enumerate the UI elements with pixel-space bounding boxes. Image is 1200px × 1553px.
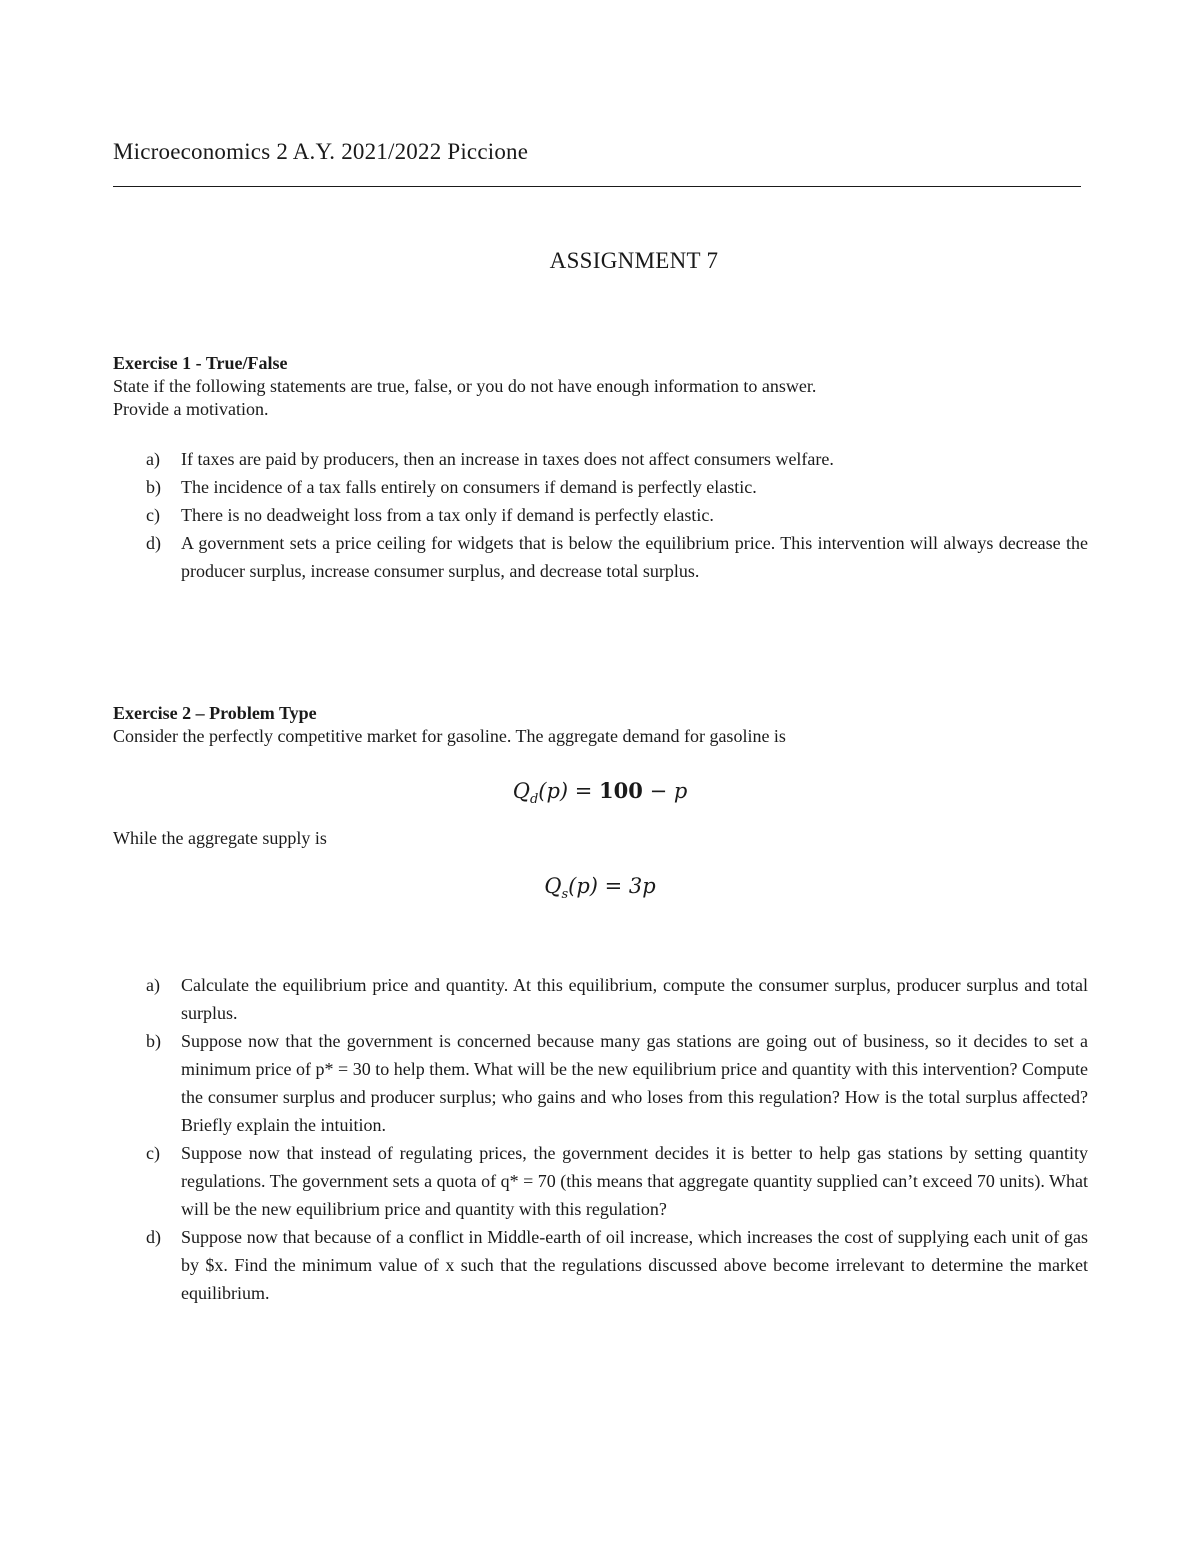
item-letter: a): [146, 449, 160, 469]
formula-symbol: Q: [512, 779, 530, 803]
formula-argument: (p) =: [538, 779, 600, 803]
item-letter: a): [146, 975, 160, 995]
list-item: [113, 971, 1088, 1027]
exercise-1-intro-2: Provide a motivation.: [113, 399, 269, 419]
formula-remainder: − p: [642, 779, 688, 803]
item-letter: b): [146, 1031, 161, 1051]
item-text: A government sets a price ceiling for widgets that is below the equilibrium price. This intervention will always decrease the producer surplus, increase consumer surplus, and decrease total surplus.: [181, 533, 1088, 581]
item-text: There is no deadweight loss from a tax only if demand is perfectly elastic.: [181, 505, 714, 525]
supply-intro-section: [113, 827, 1088, 850]
formula-remainder: (p) = 3p: [568, 874, 656, 898]
item-letter: c): [146, 505, 160, 525]
item-letter: d): [146, 533, 161, 553]
item-text: If taxes are paid by producers, then an increase in taxes does not affect consumers welfare.: [181, 449, 834, 469]
item-text: Suppose now that the government is concerned because many gas stations are going out of business, so it decides to set a minimum price of p* = 30 to help them. What will be the new equilibrium price and quantity with this intervention? Compute the consumer surplus and producer surplus; who gains and who loses from this regulation? How is the total surplus affected? Briefly explain the intuition.: [181, 1031, 1088, 1135]
item-letter: c): [146, 1143, 160, 1163]
exercise-2-heading: Exercise 2 – Problem Type: [113, 703, 317, 723]
demand-formula: [0, 778, 1200, 807]
exercise-1-intro: State if the following statements are true, false, or you do not have enough information to answer.: [113, 376, 817, 396]
list-item: [113, 445, 1088, 473]
item-text: Suppose now that instead of regulating prices, the government decides it is better to help gas stations by setting quantity regulations. The government sets a quota of q* = 70 (this means that aggregate quantity supplied can’t exceed 70 units). What will be the new equilibrium price and quantity with this regulation?: [181, 1143, 1088, 1219]
list-item: [113, 1139, 1088, 1223]
formula-constant: 100: [599, 778, 643, 803]
list-item: [113, 473, 1088, 501]
supply-intro: While the aggregate supply is: [113, 828, 327, 848]
exercise-1-heading: Exercise 1 - True/False: [113, 353, 288, 373]
list-item: [113, 501, 1088, 529]
formula-subscript: d: [529, 792, 539, 808]
supply-formula: [0, 874, 1200, 902]
formula-subscript: s: [561, 887, 569, 903]
header-divider: [113, 186, 1081, 187]
list-item: [113, 1223, 1088, 1307]
item-letter: d): [146, 1227, 161, 1247]
exercise-2-question-list: [113, 971, 1088, 1307]
exercise-2-intro: Consider the perfectly competitive market for gasoline. The aggregate demand for gasoline is: [113, 726, 786, 746]
item-letter: b): [146, 477, 161, 497]
document-title: ASSIGNMENT 7: [549, 248, 719, 273]
list-item: [113, 529, 1088, 585]
list-item: [113, 1027, 1088, 1139]
item-text: The incidence of a tax falls entirely on consumers if demand is perfectly elastic.: [181, 477, 757, 497]
exercise-2-section: [113, 702, 1088, 748]
exercise-1-statement-list: [113, 445, 1088, 585]
exercise-1-section: [113, 352, 1088, 585]
item-text: Suppose now that because of a conflict in Middle-earth of oil increase, which increases the cost of supplying each unit of gas by $x. Find the minimum value of x such that the regulations discussed above become irrelevant to determine the market equilibrium.: [181, 1227, 1088, 1303]
exercise-2-questions: [113, 971, 1088, 1307]
formula-symbol: Q: [544, 874, 562, 898]
page-header: Microeconomics 2 A.Y. 2021/2022 Piccione: [113, 139, 529, 164]
item-text: Calculate the equilibrium price and quantity. At this equilibrium, compute the consumer surplus, producer surplus and total surplus.: [181, 975, 1088, 1023]
